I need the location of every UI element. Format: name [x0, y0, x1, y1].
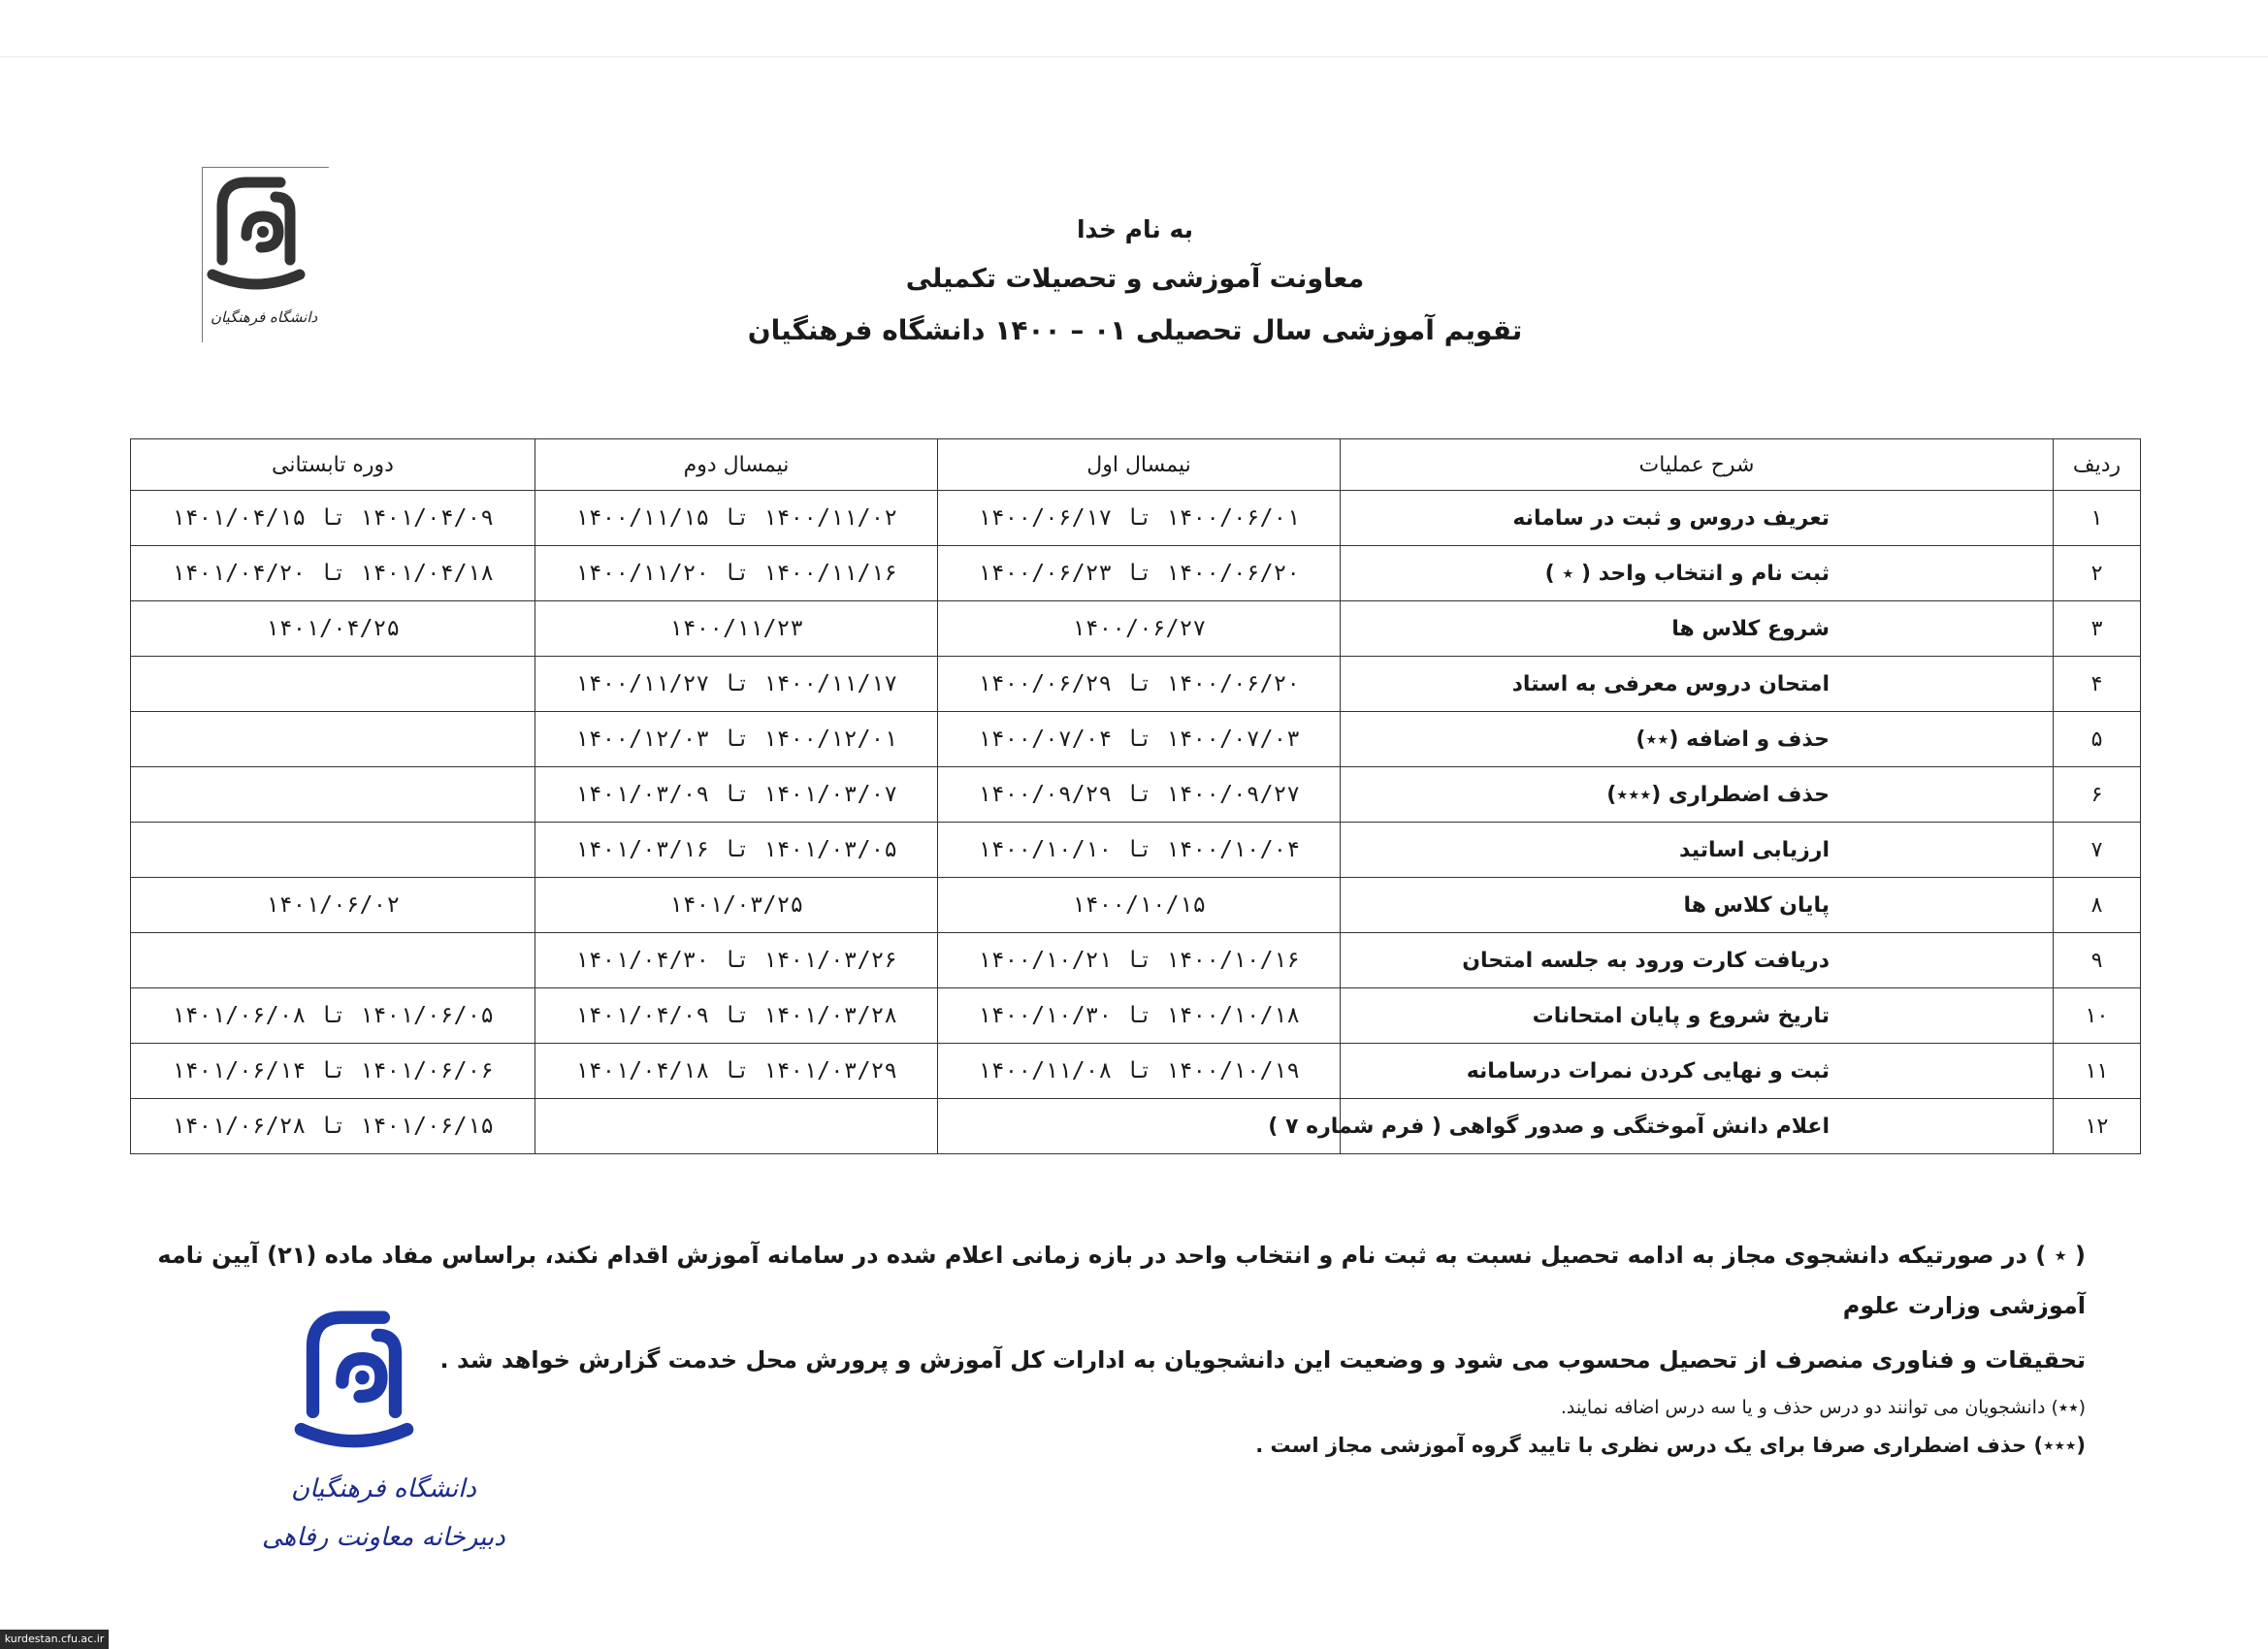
term2-cell: ۱۴۰۱/۰۳/۰۵ تا ۱۴۰۱/۰۳/۱۶	[535, 823, 938, 878]
footnote-1: ( ٭ ) در صورتیکه دانشجوی مجاز به ادامه تحصیل نسبت به ثبت نام و انتخاب واحد در بازه زمانی اعلام شده در سامانه آموزش اقدام نکند، براساس مفاد ماده (۲۱) آیین نامه آموزشی وزارت علوم	[157, 1242, 2086, 1319]
term2-cell: ۱۴۰۱/۰۳/۰۷ تا ۱۴۰۱/۰۳/۰۹	[535, 767, 938, 823]
term1-cell: ۱۴۰۰/۰۶/۲۷	[938, 601, 1341, 657]
term1-cell: ۱۴۰۰/۰۶/۰۱ تا ۱۴۰۰/۰۶/۱۷	[938, 491, 1341, 546]
footnote-3: (٭٭٭) حذف اضطراری صرفا برای یک درس نظری با تایید گروه آموزشی مجاز است .	[1255, 1434, 2086, 1457]
term2-cell: ۱۴۰۱/۰۳/۲۵	[535, 878, 938, 933]
row-number: ۱۱	[2054, 1044, 2141, 1099]
row-number: ۲	[2054, 546, 2141, 601]
term2-cell: ۱۴۰۰/۱۱/۱۶ تا ۱۴۰۰/۱۱/۲۰	[535, 546, 938, 601]
term2-cell: ۱۴۰۰/۱۲/۰۱ تا ۱۴۰۰/۱۲/۰۳	[535, 712, 938, 767]
table-row	[131, 712, 2141, 767]
operation-cell: حذف و اضافه (٭٭)	[1341, 712, 2054, 767]
col-header-operation: شرح عملیات	[1341, 439, 2054, 491]
col-header-summer: دوره تابستانی	[131, 439, 535, 491]
operation-cell: ارزیابی اساتید	[1341, 823, 2054, 878]
operation-cell: اعلام دانش آموختگی و صدور گواهی ( فرم شماره ۷ )	[1341, 1099, 2054, 1154]
university-stamp	[262, 1300, 505, 1581]
footnote-2: (٭٭) دانشجویان می توانند دو درس حذف و یا سه درس اضافه نمایند.	[1560, 1397, 2086, 1418]
table-row	[131, 823, 2141, 878]
table-row	[131, 1099, 2141, 1154]
university-emblem-icon	[203, 168, 309, 304]
table-header-row	[131, 439, 2141, 491]
summer-cell	[131, 712, 535, 767]
summer-cell: ۱۴۰۱/۰۶/۰۶ تا ۱۴۰۱/۰۶/۱۴	[131, 1044, 535, 1099]
logo-caption: دانشگاه فرهنگیان	[211, 308, 318, 326]
top-divider	[0, 56, 2268, 57]
footnote-1-continued: تحقیقات و فناوری منصرف از تحصیل محسوب می شود و وضعیت این دانشجویان به ادارات کل آموزش و پرورش محل خدمت گزارش خواهد شد .	[439, 1346, 2086, 1374]
row-number: ۱۰	[2054, 988, 2141, 1044]
operation-cell: امتحان دروس معرفی به استاد	[1341, 657, 2054, 712]
row-number: ۴	[2054, 657, 2141, 712]
operation-cell: دریافت کارت ورود به جلسه امتحان	[1341, 933, 2054, 988]
header-deputy: معاونت آموزشی و تحصیلات تکمیلی	[905, 264, 1365, 294]
term1-cell: ۱۴۰۰/۱۰/۱۶ تا ۱۴۰۰/۱۰/۲۱	[938, 933, 1341, 988]
university-logo-top	[202, 167, 329, 342]
summer-cell: ۱۴۰۱/۰۴/۲۵	[131, 601, 535, 657]
row-number: ۱	[2054, 491, 2141, 546]
operation-cell: پایان کلاس ها	[1341, 878, 2054, 933]
row-number: ۶	[2054, 767, 2141, 823]
table-row	[131, 491, 2141, 546]
row-number: ۷	[2054, 823, 2141, 878]
academic-calendar-table	[130, 438, 2141, 1154]
operation-cell: ثبت نام و انتخاب واحد ( ٭ )	[1341, 546, 2054, 601]
term1-cell: ۱۴۰۰/۱۰/۱۸ تا ۱۴۰۰/۱۰/۳۰	[938, 988, 1341, 1044]
table-row	[131, 767, 2141, 823]
summer-cell	[131, 767, 535, 823]
operation-cell: تعریف دروس و ثبت در سامانه	[1341, 491, 2054, 546]
col-header-row: ردیف	[2054, 439, 2141, 491]
col-header-term2: نیمسال دوم	[535, 439, 938, 491]
stamp-caption: دانشگاه فرهنگیان	[291, 1474, 476, 1504]
summer-cell	[131, 657, 535, 712]
term2-cell: ۱۴۰۰/۱۱/۰۲ تا ۱۴۰۰/۱۱/۱۵	[535, 491, 938, 546]
summer-cell: ۱۴۰۱/۰۴/۰۹ تا ۱۴۰۱/۰۴/۱۵	[131, 491, 535, 546]
col-header-term1: نیمسال اول	[938, 439, 1341, 491]
table-row	[131, 878, 2141, 933]
operation-cell: تاریخ شروع و پایان امتحانات	[1341, 988, 2054, 1044]
summer-cell: ۱۴۰۱/۰۶/۱۵ تا ۱۴۰۱/۰۶/۲۸	[131, 1099, 535, 1154]
site-badge[interactable]: kurdestan.cfu.ac.ir	[0, 1630, 109, 1649]
header-bismillah: به نام خدا	[1076, 215, 1194, 243]
table-row	[131, 657, 2141, 712]
university-emblem-blue-icon	[281, 1300, 427, 1465]
term1-cell: ۱۴۰۰/۰۷/۰۳ تا ۱۴۰۰/۰۷/۰۴	[938, 712, 1341, 767]
operation-cell: ثبت و نهایی کردن نمرات درسامانه	[1341, 1044, 2054, 1099]
term2-cell: ۱۴۰۰/۱۱/۲۳	[535, 601, 938, 657]
summer-cell: ۱۴۰۱/۰۶/۰۲	[131, 878, 535, 933]
row-number: ۹	[2054, 933, 2141, 988]
term1-cell: ۱۴۰۰/۱۰/۱۵	[938, 878, 1341, 933]
operation-cell: حذف اضطراری (٭٭٭)	[1341, 767, 2054, 823]
summer-cell	[131, 823, 535, 878]
summer-cell	[131, 933, 535, 988]
term1-cell: ۱۴۰۰/۰۹/۲۷ تا ۱۴۰۰/۰۹/۲۹	[938, 767, 1341, 823]
table-row	[131, 546, 2141, 601]
table-row	[131, 933, 2141, 988]
term2-cell: ۱۴۰۰/۱۱/۱۷ تا ۱۴۰۰/۱۱/۲۷	[535, 657, 938, 712]
operation-cell: شروع کلاس ها	[1341, 601, 2054, 657]
term1-cell: ۱۴۰۰/۰۶/۲۰ تا ۱۴۰۰/۰۶/۲۳	[938, 546, 1341, 601]
table-row	[131, 601, 2141, 657]
term2-cell: ۱۴۰۱/۰۳/۲۸ تا ۱۴۰۱/۰۴/۰۹	[535, 988, 938, 1044]
row-number: ۱۲	[2054, 1099, 2141, 1154]
table-row	[131, 1044, 2141, 1099]
row-number: ۸	[2054, 878, 2141, 933]
term1-cell: ۱۴۰۰/۰۶/۲۰ تا ۱۴۰۰/۰۶/۲۹	[938, 657, 1341, 712]
term1-cell: ۱۴۰۰/۱۰/۱۹ تا ۱۴۰۰/۱۱/۰۸	[938, 1044, 1341, 1099]
table-row	[131, 988, 2141, 1044]
term1-cell: ۱۴۰۰/۱۰/۰۴ تا ۱۴۰۰/۱۰/۱۰	[938, 823, 1341, 878]
summer-cell: ۱۴۰۱/۰۶/۰۵ تا ۱۴۰۱/۰۶/۰۸	[131, 988, 535, 1044]
term2-cell: ۱۴۰۱/۰۳/۲۶ تا ۱۴۰۱/۰۴/۳۰	[535, 933, 938, 988]
stamp-signature: دبیرخانه معاونت رفاهی	[262, 1523, 505, 1552]
term2-cell: ۱۴۰۱/۰۳/۲۹ تا ۱۴۰۱/۰۴/۱۸	[535, 1044, 938, 1099]
summer-cell: ۱۴۰۱/۰۴/۱۸ تا ۱۴۰۱/۰۴/۲۰	[131, 546, 535, 601]
row-number: ۵	[2054, 712, 2141, 767]
term2-cell	[535, 1099, 938, 1154]
page-title: تقویم آموزشی سال تحصیلی ۰۱ – ۱۴۰۰ دانشگاه فرهنگیان	[747, 314, 1523, 346]
row-number: ۳	[2054, 601, 2141, 657]
